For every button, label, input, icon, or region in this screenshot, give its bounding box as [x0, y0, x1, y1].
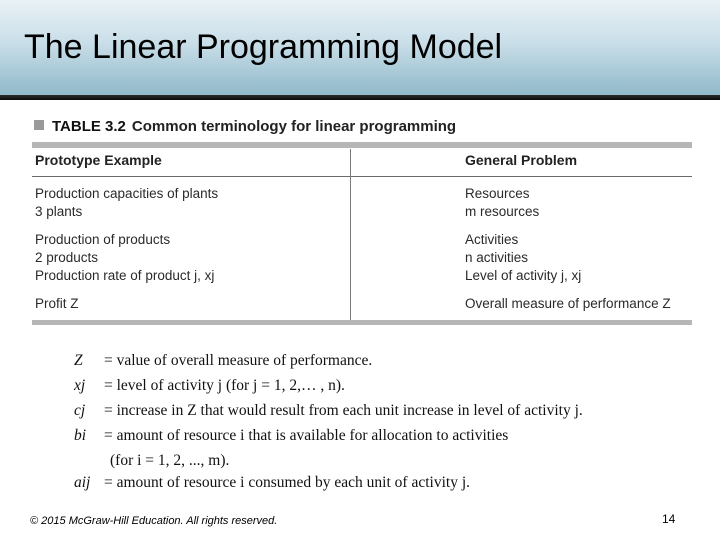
- table-cell: 2 products: [35, 250, 99, 265]
- table-top-rule: [32, 142, 692, 148]
- table-label: TABLE 3.2: [52, 118, 126, 135]
- table-cell: Production of products: [35, 232, 171, 247]
- table-cell: Production rate of product j, xj: [35, 268, 215, 283]
- slide-title: The Linear Programming Model: [24, 28, 503, 66]
- title-divider: [0, 95, 720, 100]
- definition-row: [74, 350, 674, 375]
- definition-text: = amount of resource i that is available for allocation to activities: [104, 427, 509, 444]
- header-rule: [32, 176, 692, 177]
- copyright-footer: © 2015 McGraw-Hill Education. All rights reserved.: [30, 515, 278, 527]
- page-number: 14: [662, 512, 676, 526]
- definition-row: [74, 400, 674, 425]
- definition-symbol: Z: [74, 352, 83, 369]
- table-cell: n activities: [465, 250, 529, 265]
- table-cell: Production capacities of plants: [35, 186, 219, 201]
- column-divider: [350, 149, 351, 320]
- table-cell: Resources: [465, 186, 530, 201]
- square-bullet-icon: [34, 120, 44, 130]
- column-header-prototype: Prototype Example: [35, 152, 162, 168]
- definition-text: = level of activity j (for j = 1, 2,… , n).: [104, 377, 345, 394]
- table-cell: m resources: [465, 204, 540, 219]
- table-caption-text: Common terminology for linear programming: [131, 118, 457, 135]
- definition-row: [74, 425, 674, 450]
- table-cell: Overall measure of performance Z: [465, 296, 671, 311]
- title-band: [0, 0, 720, 96]
- definition-row-continuation: [74, 450, 674, 472]
- table-cell: Activities: [465, 232, 519, 247]
- definition-symbol: bi: [74, 427, 87, 444]
- definition-text: = amount of resource i consumed by each unit of activity j.: [104, 474, 470, 491]
- definition-row: [74, 375, 674, 400]
- table-cell: Level of activity j, xj: [465, 268, 582, 283]
- table-cell: 3 plants: [35, 204, 83, 219]
- definition-symbol: aij: [74, 474, 91, 491]
- column-header-general: General Problem: [465, 152, 578, 168]
- definitions-list: [74, 350, 674, 497]
- definition-symbol: cj: [74, 402, 86, 419]
- table-cell: Profit Z: [35, 296, 79, 311]
- definition-symbol: xj: [74, 377, 86, 394]
- definition-text: (for i = 1, 2, ..., m).: [110, 452, 230, 469]
- definition-text: = value of overall measure of performance.: [104, 352, 373, 369]
- definition-text: = increase in Z that would result from each unit increase in level of activity j.: [104, 402, 583, 419]
- table-bottom-rule: [32, 320, 692, 325]
- definition-row: [74, 472, 674, 497]
- table-caption: [34, 118, 694, 140]
